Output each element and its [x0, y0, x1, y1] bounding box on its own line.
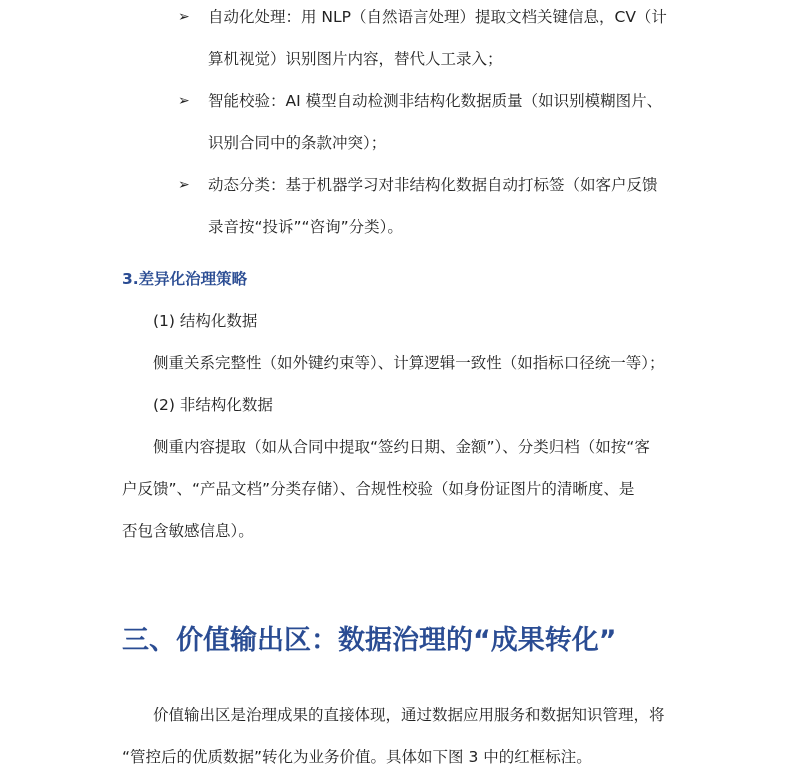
bullet-icon: ➢: [178, 9, 190, 25]
paragraph-line: 侧重内容提取（如从合同中提取“签约日期、金额”）、分类归档（如按“客: [153, 438, 650, 456]
bullet-text-line: 动态分类：基于机器学习对非结构化数据自动打标签（如客户反馈: [208, 176, 658, 194]
section-heading: 3.差异化治理策略: [122, 270, 248, 288]
subheading-unstructured: (2) 非结构化数据: [153, 396, 273, 414]
subheading-structured: (1) 结构化数据: [153, 312, 258, 330]
paragraph-line: “管控后的优质数据”转化为业务价值。具体如下图 3 中的红框标注。: [122, 748, 592, 766]
bullet-text-line: 智能校验：AI 模型自动检测非结构化数据质量（如识别模糊图片、: [208, 92, 663, 110]
paragraph-line: 价值输出区是治理成果的直接体现，通过数据应用服务和数据知识管理，将: [153, 706, 665, 724]
bullet-text-line: 算机视觉）识别图片内容，替代人工录入；: [208, 50, 503, 68]
paragraph-line: 否包含敏感信息）。: [122, 522, 254, 540]
bullet-text-line: 自动化处理：用 NLP（自然语言处理）提取文档关键信息，CV（计: [208, 8, 667, 26]
bullet-text-line: 录音按“投诉”“咨询”分类）。: [208, 218, 403, 236]
bullet-icon: ➢: [178, 177, 190, 193]
chapter-heading: 三、价值输出区：数据治理的“成果转化”: [122, 625, 617, 656]
bullet-icon: ➢: [178, 93, 190, 109]
paragraph-line: 户反馈”、“产品文档”分类存储）、合规性校验（如身份证图片的清晰度、是: [122, 480, 635, 498]
paragraph-line: 侧重关系完整性（如外键约束等）、计算逻辑一致性（如指标口径统一等）；: [153, 354, 665, 372]
bullet-text-line: 识别合同中的条款冲突）；: [208, 134, 387, 152]
